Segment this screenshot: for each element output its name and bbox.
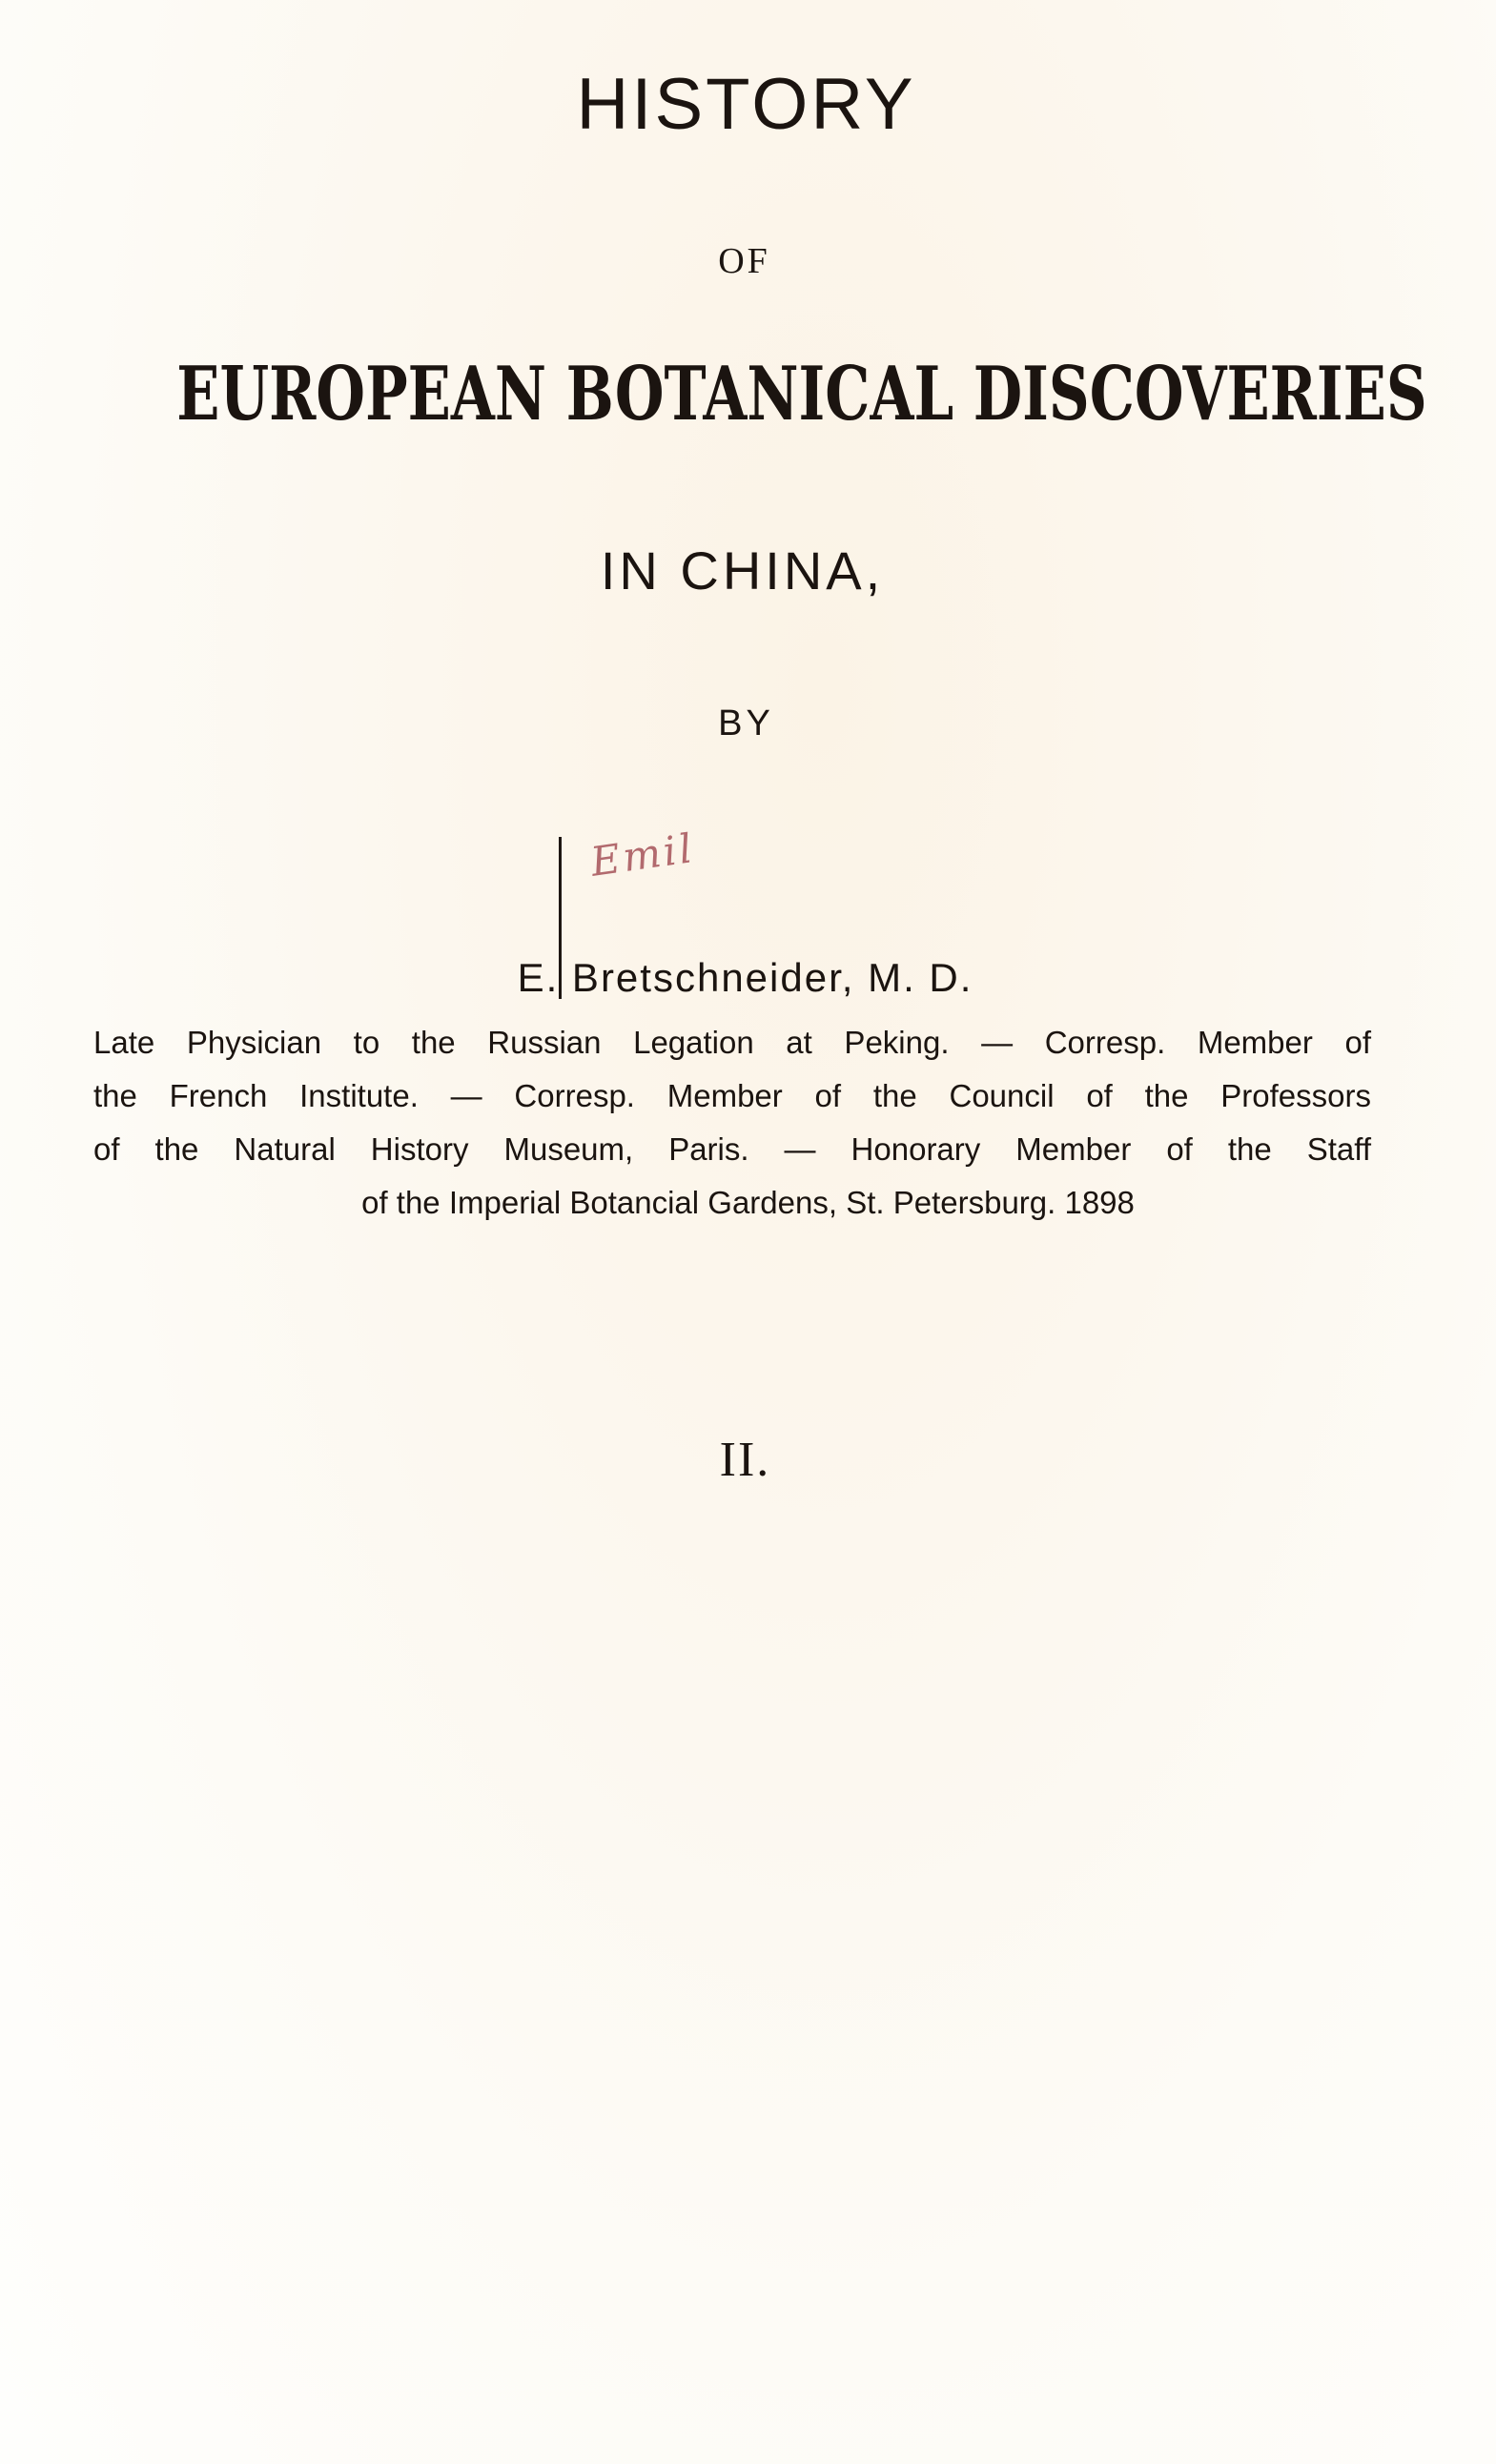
main-title: EUROPEAN BOTANICAL DISCOVERIES — [176, 351, 1427, 438]
volume-number: II. — [719, 1433, 771, 1487]
title-in-china: IN CHINA, — [600, 540, 885, 601]
affiliation-line: Late Physician to the Russian Legation at Peking. — Corresp. Member of — [93, 1025, 1371, 1060]
affiliation-line: of the Imperial Botancial Gardens, St. Petersburg. 1898 — [361, 1185, 1135, 1220]
title-history: HISTORY — [576, 64, 916, 145]
author-name: E. Bretschneider, M. D. — [517, 955, 973, 1000]
affiliation-line: the French Institute. — Corresp. Member of the Council of the Professors — [93, 1078, 1371, 1113]
handwritten-annotation: Emil — [587, 825, 698, 886]
affiliation-line: of the Natural History Museum, Paris. — Honorary Member of the Staff — [93, 1131, 1371, 1167]
title-by: BY — [718, 703, 774, 743]
title-of: OF — [718, 241, 770, 281]
